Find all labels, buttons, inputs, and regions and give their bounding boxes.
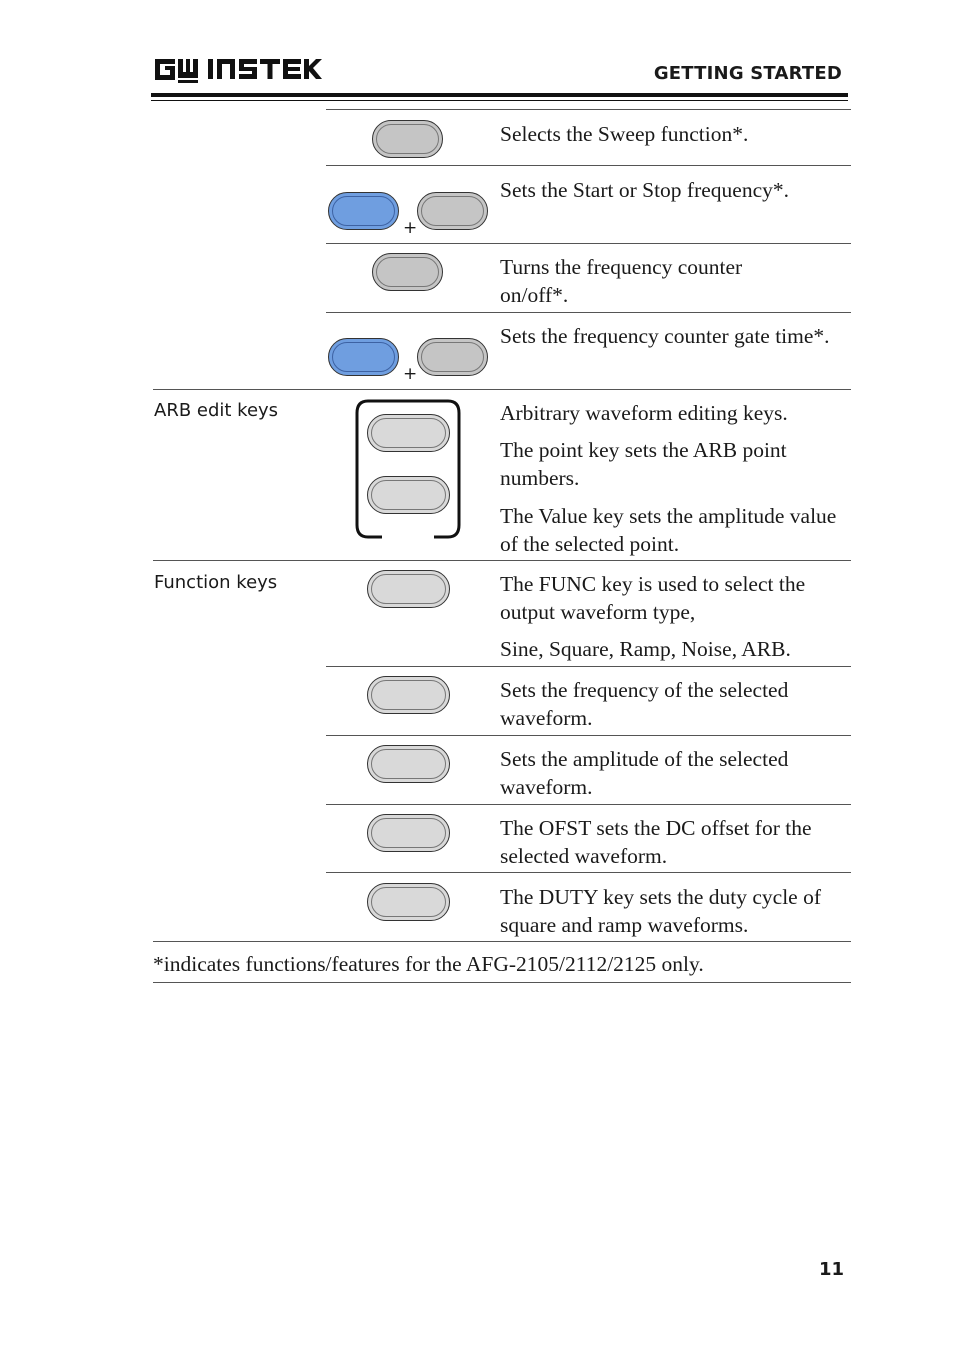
row-divider: [326, 243, 851, 244]
ampl-description: Sets the amplitude of the selected waveform.: [500, 747, 789, 799]
row-divider: [326, 735, 851, 736]
counter-description: Turns the frequency counter on/off*.: [500, 255, 743, 307]
duty-description: The DUTY key sets the duty cycle of square and ramp waveforms.: [500, 885, 822, 937]
row-divider: [326, 312, 851, 313]
func-description-2: Sine, Square, Ramp, Noise, ARB.: [500, 637, 791, 661]
row-divider: [326, 872, 851, 873]
page-number: 11: [818, 1259, 844, 1280]
start-stop-description: Sets the Start or Stop frequency*.: [500, 178, 790, 202]
function-keys-label: Function keys: [154, 572, 278, 593]
ampl-key[interactable]: [367, 745, 450, 783]
duty-key[interactable]: [367, 883, 450, 921]
gate-time-key[interactable]: [417, 338, 488, 376]
section-divider: [153, 982, 851, 983]
row-divider: [326, 165, 851, 166]
section-title: GETTING STARTED: [653, 63, 842, 84]
arb-description-3: The Value key sets the amplitude value of the selected point.: [500, 504, 837, 556]
header-rule: [151, 93, 848, 97]
arb-point-key[interactable]: [367, 414, 450, 452]
shift-key[interactable]: [328, 192, 399, 230]
func-key[interactable]: [367, 570, 450, 608]
start-stop-key[interactable]: [417, 192, 488, 230]
section-divider: [153, 941, 851, 942]
section-divider: [153, 389, 851, 390]
plus-sign: +: [403, 364, 418, 384]
plus-sign: +: [403, 218, 418, 238]
arb-description-1: Arbitrary waveform editing keys.: [500, 401, 788, 425]
header-rule-thin: [151, 100, 848, 101]
ofst-key[interactable]: [367, 814, 450, 852]
arb-description-2: The point key sets the ARB point numbers.: [500, 438, 787, 490]
arb-value-key[interactable]: [367, 476, 450, 514]
sweep-description: Selects the Sweep function*.: [500, 122, 749, 146]
freq-key[interactable]: [367, 676, 450, 714]
gw-instek-logo: [153, 55, 323, 88]
freq-description: Sets the frequency of the selected waveform.: [500, 678, 789, 730]
shift-key[interactable]: [328, 338, 399, 376]
row-divider: [326, 666, 851, 667]
arb-edit-keys-label: ARB edit keys: [154, 400, 279, 421]
footnote: *indicates functions/features for the AFG-2105/2112/2125 only.: [153, 952, 704, 976]
func-description-1: The FUNC key is used to select the output waveform type,: [500, 572, 806, 624]
counter-key[interactable]: [372, 253, 443, 291]
sweep-key[interactable]: [372, 120, 443, 158]
row-divider: [326, 109, 851, 110]
section-divider: [153, 560, 851, 561]
row-divider: [326, 804, 851, 805]
gate-time-description: Sets the frequency counter gate time*.: [500, 324, 830, 348]
ofst-description: The OFST sets the DC offset for the selected waveform.: [500, 816, 812, 868]
